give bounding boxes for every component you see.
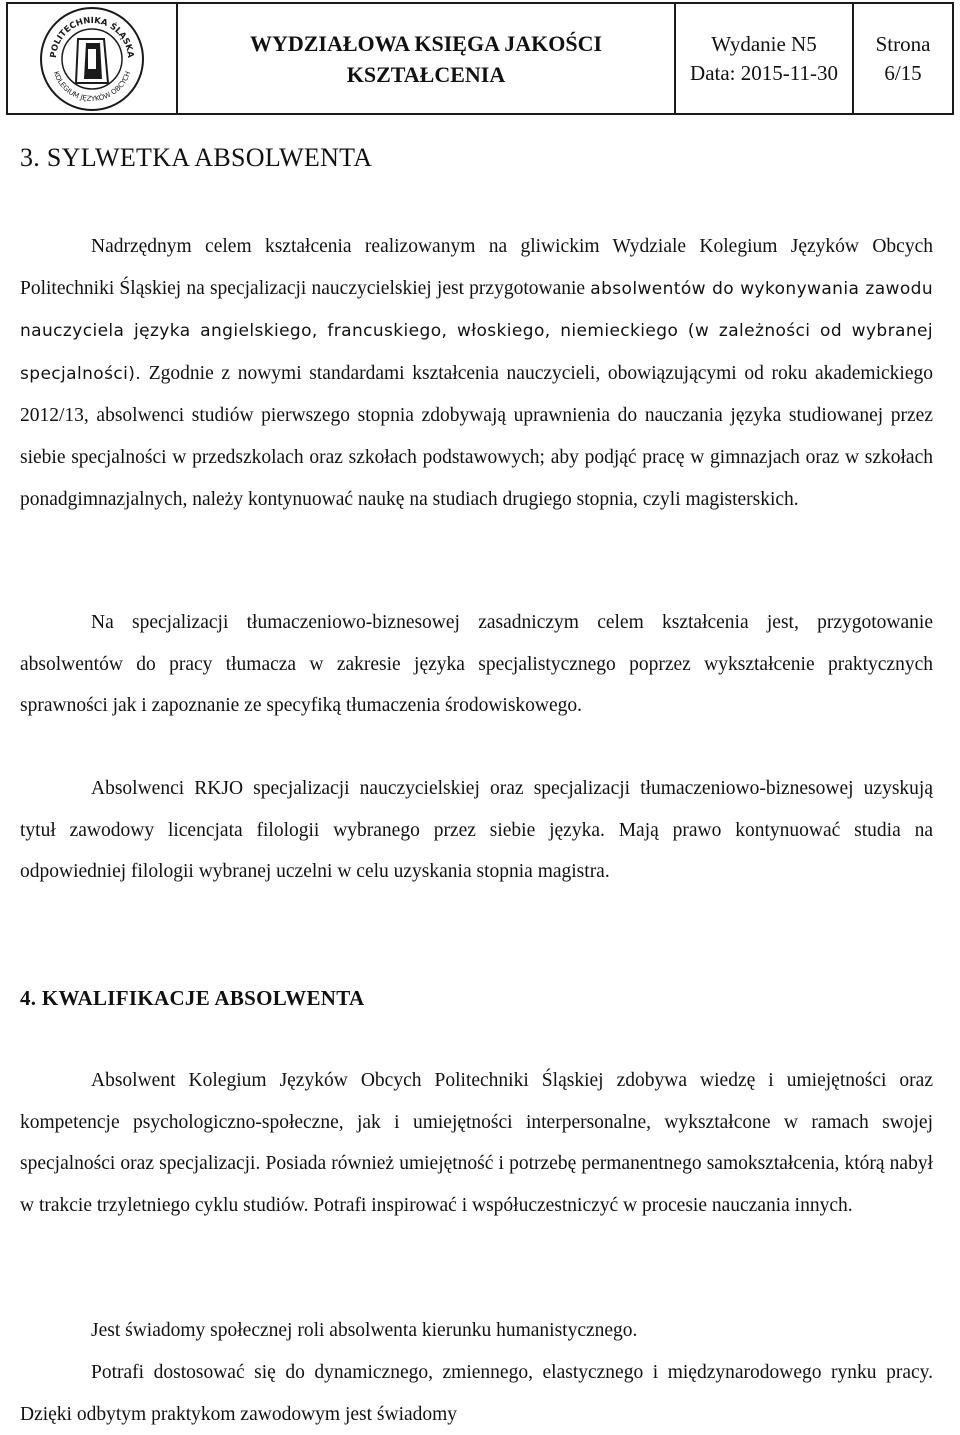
university-seal-icon [38,5,146,113]
document-header [6,2,954,115]
title-cell [176,4,674,113]
edition-date: Data: 2015-11-30 [690,60,838,85]
section-3-p2-text: Na specjalizacji tłumaczeniowo-biznesowej zasadniczym celem kształcenia jest, przygotowanie absolwentów do pracy tłumacza w zakresie języka specjalistycznego poprzez wykształcenie praktycznych sprawności jak i zapoznanie ze specyfiką tłumaczenia środowiskowego. [20,612,933,717]
page-number: 6/15 [884,60,922,85]
section-4-p1-text: Absolwent Kolegium Języków Obcych Politechniki Śląskiej zdobywa wiedzę i umiejętności oraz kompetencje psychologiczno-społeczne, jak i umiejętności interpersonalne, wykształcone w ramach swojej specjalności oraz specjalizacji. Posiada również umiejętność i potrzebę permanentnego samokształcenia, którą nabył w trakcie trzyletniego cyklu studiów. Potrafi inspirować i współuczestniczyć w procesie nauczania innych. [20,1070,933,1216]
section-4-paragraph-3 [20,1352,933,1435]
header-title-line1: WYDZIAŁOWA KSIĘGA JAKOŚCI [249,30,603,56]
svg-text:POLITECHNIKA ŚLĄSKA: POLITECHNIKA ŚLĄSKA [48,15,136,58]
section-3-heading: 3. SYLWETKA ABSOLWENTA [20,143,373,172]
section-3-p3-text: Absolwenci RKJO specjalizacji nauczycielskiej oraz specjalizacji tłumaczeniowo-biznesowej uzyskują tytuł zawodowy licencjata filologii wybranego przez siebie języka. Mają prawo kontynuować studia na odpowiedniej filologii wybranej uczelni w celu uzyskania stopnia magistra. [20,778,933,883]
section-4-paragraph-1 [20,1060,933,1226]
section-4-p2-text: Jest świadomy społecznej roli absolwenta kierunku humanistycznego. [91,1320,638,1341]
header-title-line2: KSZTAŁCENIA [346,61,506,87]
section-3-paragraph-2 [20,602,933,727]
svg-text:KOLEGIUM JĘZYKÓW OBCYCH: KOLEGIUM JĘZYKÓW OBCYCH [51,69,133,103]
section-3-p1-part-c: Zgodnie z nowymi standardami kształcenia nauczycieli, obowiązującymi od roku akademickiego 2012/13, absolwenci studiów pierwszego stopnia zdobywają uprawnienia do nauczania języka studiowanej przez siebie specjalności w przedszkolach oraz szkołach podstawowych; aby podjąć pracę w gimnazjach oraz w szkołach ponadgimnazjalnych, należy kontynuować naukę na studiach drugiego stopnia, czyli magisterskich. [20,362,933,510]
edition-cell [674,4,852,113]
section-3-p1-part-b: absolwentów do wykonywania zawodu nauczyciela języka angielskiego, francuskiego, włoskiego, niemieckiego (w zależności od wybranej specjalności). [20,278,934,384]
section-3-paragraph-1 [20,226,933,520]
section-3-p1-part-a: Nadrzędnym celem kształcenia realizowanym na gliwickim Wydziale Kolegium Języków Obcych Politechniki Śląskiej na specjalizacji nauczycielskiej jest przygotowanie [20,236,933,299]
section-4-heading: 4. KWALIFIKACJE ABSOLWENTA [20,986,365,1010]
page-label: Strona [875,31,931,56]
section-3-paragraph-3 [20,768,933,893]
section-4-paragraph-2 [20,1310,933,1352]
page-cell [852,4,952,113]
edition-label: Wydanie N5 [711,31,817,56]
logo-cell [8,4,176,113]
section-4-p3-text: Potrafi dostosować się do dynamicznego, zmiennego, elastycznego i międzynarodowego rynku pracy. Dzięki odbytym praktykom zawodowym jest świadomy [20,1362,933,1425]
